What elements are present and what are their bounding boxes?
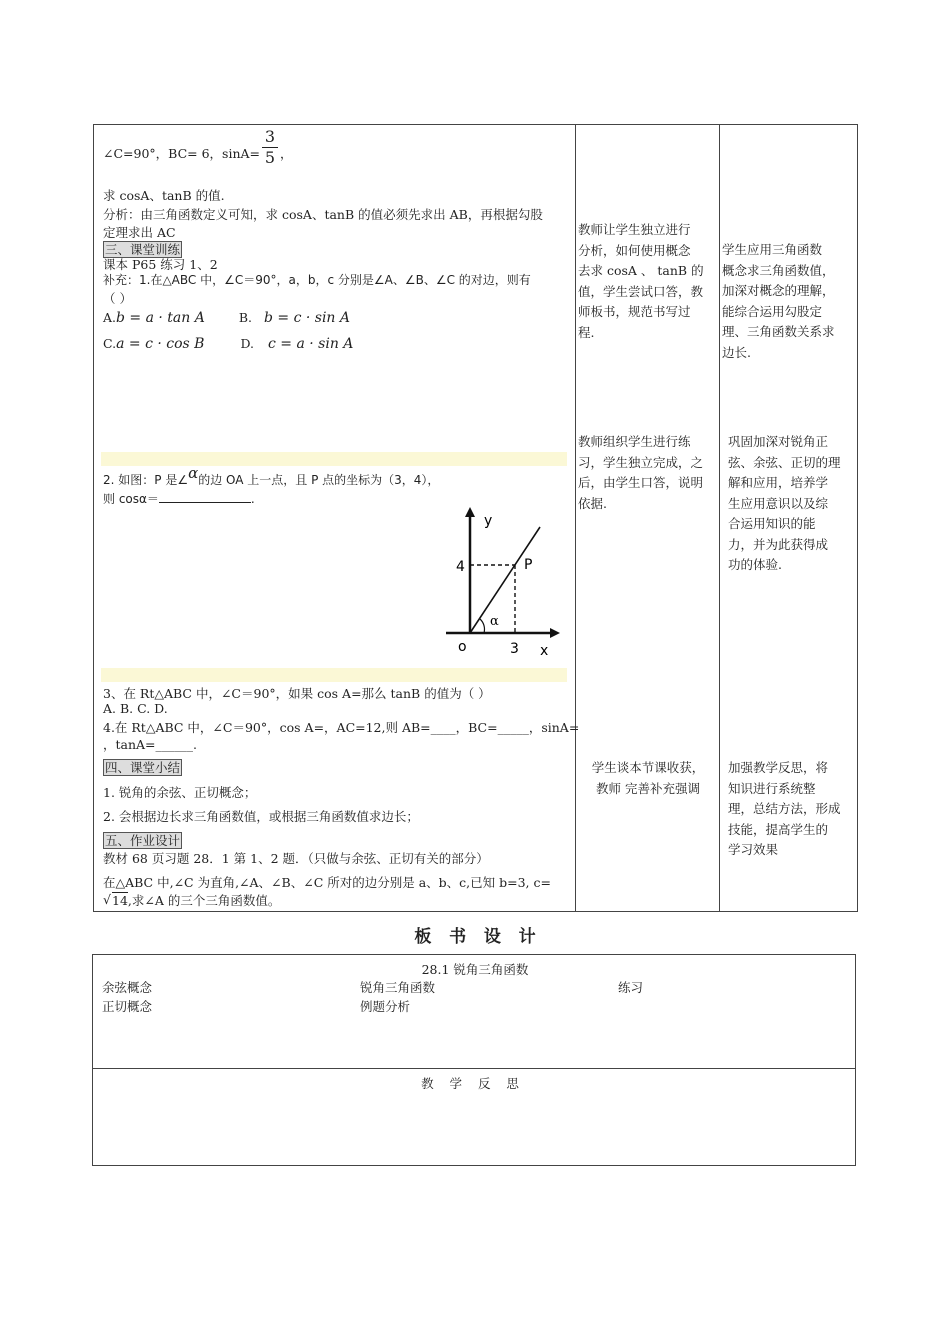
- ray-oa: [470, 527, 540, 633]
- board-divider: [92, 1068, 856, 1069]
- teacher-activity-2: 教师组织学生进行练 习，学生独立完成，之 后，由学生口答，说明 依据.: [578, 434, 704, 511]
- design-intent-3: 加强教学反思，将 知识进行系统整 理，总结方法，形成 技能，提高学生的 学习效果: [728, 760, 841, 857]
- coordinate-figure: [444, 505, 568, 665]
- section-4-title: 四、课堂小结: [105, 760, 181, 775]
- design-intent-1: 学生应用三角函数 概念求三角函数值， 加深对概念的理解， 能综合运用勾股定 理、三角函数关系求 边长.: [722, 242, 835, 360]
- teaching-reflection-title: 教 学 反 思: [421, 1076, 519, 1091]
- option-a-label: A.: [103, 310, 117, 325]
- option-row-cd: [103, 336, 353, 352]
- highlight-band-2: [101, 668, 567, 682]
- analysis-line-1: 分析：由三角函数定义可知，求 cosA、tanB 的值必须先求出 AB，再根据勾股: [103, 207, 543, 222]
- sqrt-expression: [103, 893, 128, 908]
- board-acute-trig: 锐角三角函数: [360, 980, 436, 995]
- question-2-suffix: 的边 OA 上一点，且 P 点的坐标为（3，4），: [198, 473, 440, 487]
- board-tangent-concept: 正切概念: [102, 999, 153, 1014]
- analysis-line-2: 定理求出 AC: [103, 225, 176, 240]
- label-alpha: α: [490, 614, 499, 629]
- fraction-denominator: 5: [264, 148, 276, 167]
- question-2-line-1: [103, 464, 440, 488]
- label-x: x: [540, 643, 549, 659]
- column-divider-1: [575, 124, 576, 912]
- section-5-title: 五、作业设计: [105, 833, 181, 848]
- board-design-box: [92, 954, 856, 1166]
- question-4-line-1: 4.在 Rt△ABC 中，∠C＝90°，cos A=，AC=12,则 AB=____，BC=_____，sinA=: [103, 720, 580, 735]
- highlight-band-1: [101, 452, 567, 466]
- angle-arc: [480, 619, 485, 633]
- y-axis-arrow-icon: [465, 507, 475, 517]
- question-3-options: A. B. C. D.: [103, 701, 168, 716]
- option-b-expr: b = c · sin A: [263, 310, 351, 326]
- textbook-exercise: 课本 P65 练习 1、2: [103, 257, 218, 272]
- question-2-period: .: [250, 492, 255, 506]
- teacher-activity-1: 教师让学生独立进行 分析，如何使用概念 去求 cosA 、 tanB 的 值，学生尝试口答，教 师板书，规范书写过 程.: [578, 222, 704, 340]
- supplement-line-2: （ ）: [103, 291, 132, 306]
- homework-3-text: ,求∠A 的三个三角函数值。: [127, 893, 281, 908]
- homework-3: [103, 891, 280, 909]
- label-three: 3: [510, 641, 519, 657]
- design-intent-2: 巩固加深对锐角正 弦、余弦、正切的理 解和应用，培养学 生应用意识以及综 合运用知识的能 力，并为此获得成 功的体验.: [728, 434, 841, 572]
- sqrt-radicand: 14: [112, 893, 128, 908]
- board-practice: 练习: [618, 980, 644, 995]
- answer-blank[interactable]: [159, 490, 251, 503]
- question-2-ask: 则 cosα＝: [103, 492, 159, 506]
- option-b-label: B.: [238, 310, 252, 325]
- summary-1: 1. 锐角的余弦、正切概念；: [103, 785, 257, 800]
- label-o: o: [458, 639, 467, 655]
- fraction-three-fifths: [262, 128, 278, 167]
- column-divider-2: [719, 124, 720, 912]
- option-d-label: D.: [240, 336, 254, 351]
- option-c-expr: a = c · cos B: [116, 336, 205, 352]
- example-given: ∠C=90°，BC= 6，sinA=: [103, 146, 261, 161]
- fraction-comma: ，: [280, 146, 293, 161]
- supplement-line-1: 补充：1.在△ABC 中，∠C＝90°，a，b，c 分别是∠A、∠B、∠C 的对边，则有: [103, 273, 531, 287]
- fraction-numerator: 3: [264, 127, 276, 146]
- board-title: 28.1 锐角三角函数: [421, 962, 529, 977]
- summary-2: 2. 会根据边长求三角函数值，或根据三角函数值求边长；: [103, 809, 419, 824]
- section-3-title: 三、课堂训练: [105, 242, 181, 257]
- teacher-activity-3: 学生谈本节课收获， 教师 完善补充强调: [591, 760, 705, 796]
- option-d-expr: c = a · sin A: [267, 336, 354, 352]
- board-design-heading: 板 书 设 计: [414, 927, 536, 947]
- question-2-line-2: [103, 490, 255, 507]
- sqrt-icon: √: [103, 892, 111, 907]
- label-four: 4: [456, 559, 465, 575]
- question-2-prefix: 2. 如图：P 是∠: [103, 473, 189, 487]
- alpha-symbol: α: [188, 464, 199, 482]
- option-c-label: C.: [103, 336, 117, 351]
- question-4-line-2: ，tanA=______.: [103, 737, 198, 752]
- option-row-ab: [103, 310, 350, 326]
- label-p: P: [524, 557, 533, 573]
- question-3: 3、在 Rt△ABC 中，∠C＝90°，如果 cos A=那么 tanB 的值为（ ）: [103, 686, 491, 701]
- example-question: 求 cosA、tanB 的值.: [103, 188, 225, 203]
- homework-1: 教材 68 页习题 28．1 第 1、2 题．（只做与余弦、正切有关的部分）: [103, 851, 489, 866]
- board-cosine-concept: 余弦概念: [102, 980, 153, 995]
- homework-2: 在△ABC 中,∠C 为直角,∠A、∠B、∠C 所对的边分别是 a、b、c,已知 b=3, c=: [103, 875, 551, 890]
- label-y: y: [484, 513, 493, 529]
- option-a-expr: b = a · tan A: [116, 310, 205, 326]
- board-example-analysis: 例题分析: [360, 999, 411, 1014]
- x-axis-arrow-icon: [550, 628, 560, 638]
